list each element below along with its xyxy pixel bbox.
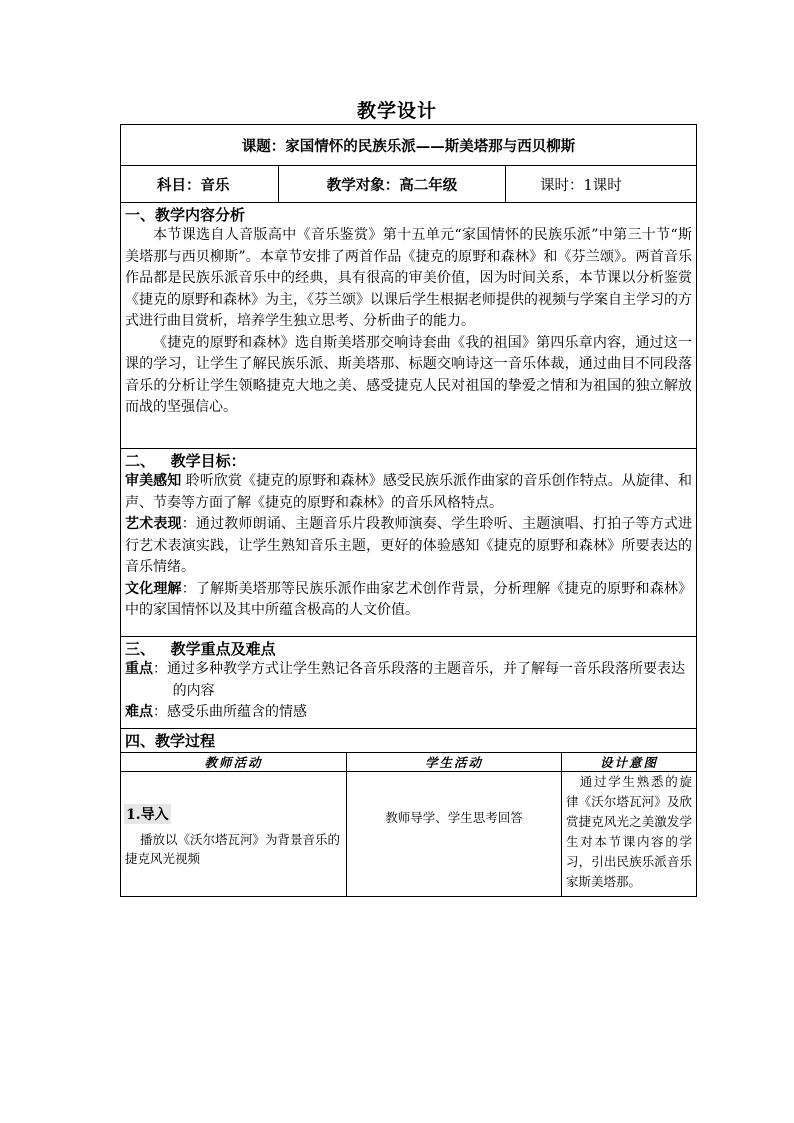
info-row <box>121 166 697 203</box>
process-heading: 四、教学过程 <box>121 728 697 752</box>
difficulty <box>125 702 692 724</box>
step-teacher-text: 播放以《沃尔塔瓦河》为背景音乐的捷克风光视频 <box>125 831 341 866</box>
objective-aesthetic <box>125 471 692 514</box>
col-intent-header: 设计意图 <box>562 752 697 771</box>
hours-cell: 课时：1课时 <box>506 166 697 203</box>
design-intent-cell: 通过学生熟悉的旋律《沃尔塔瓦河》及欣赏捷克风光之美激发学生对本节课内容的学习，引出民族乐派音乐家斯美塔那。 <box>562 771 697 896</box>
document-title: 教学设计 <box>356 100 437 122</box>
section-heading: 三、 教学重点及难点 <box>125 640 276 658</box>
objective-culture <box>125 579 692 622</box>
section-heading: 一、教学内容分析 <box>125 206 246 224</box>
subject-cell: 科目：音乐 <box>121 166 279 203</box>
audience-cell: 教学对象：高二年级 <box>279 166 506 203</box>
col-teacher-header: 教师活动 <box>121 752 347 771</box>
objectives-section <box>121 449 697 637</box>
objective-text: 聆听欣赏《捷克的原野和森林》感受民族乐派作曲家的音乐创作特点。从旋律、和声、节奏等方面了解《捷克的原野和森林》的音乐风格特点。 <box>125 473 693 511</box>
teacher-activity-cell <box>121 771 347 896</box>
key-points-section <box>121 637 697 729</box>
key-text: ：通过多种教学方式让学生熟记各音乐段落的主题音乐，并了解每一音乐段落所要表达的内容 <box>153 661 685 699</box>
objective-label: 审美感知 <box>125 473 182 489</box>
process-header-row <box>121 752 697 771</box>
objective-art <box>125 514 692 579</box>
key-point <box>125 659 692 702</box>
step-title: 1.导入 <box>124 804 171 824</box>
paragraph: 《捷克的原野和森林》选自斯美塔那交响诗套曲《我的祖国》第四乐章内容，通过这一课的学习，让学生了解民族乐派、斯美塔那、标题交响诗这一音乐体裁，通过曲目不同段落音乐的分析让学生领略捷克大地之美、感受捷克人民对祖国的挚爱之情和为祖国的独立解放而战的坚强信心。 <box>125 334 693 415</box>
col-student-header: 学生活动 <box>347 752 562 771</box>
content-analysis-section <box>121 203 697 449</box>
section-heading: 二、 教学目标： <box>125 452 246 470</box>
process-row <box>121 771 697 896</box>
objective-text: ：通过教师朗诵、主题音乐片段教师演奏、学生聆听、主题演唱、打拍子等方式进行艺术表演实践，让学生熟知音乐主题，更好的体验感知《捷克的原野和森林》所要表达的音乐情绪。 <box>125 516 693 575</box>
student-activity-cell: 教师导学、学生思考回答 <box>347 771 562 896</box>
lesson-plan-table <box>120 124 697 897</box>
objective-label: 艺术表现 <box>125 516 182 532</box>
course-topic: 课题：家国情怀的民族乐派——斯美塔那与西贝柳斯 <box>121 125 697 166</box>
objective-text: ：了解斯美塔那等民族乐派作曲家艺术创作背景，分析理解《捷克的原野和森林》中的家国情怀以及其中所蕴含极高的人文价值。 <box>125 580 693 618</box>
difficulty-text: ：感受乐曲所蕴含的情感 <box>153 704 307 720</box>
objective-label: 文化理解 <box>125 580 182 597</box>
key-label: 重点 <box>125 661 153 677</box>
paragraph: 本节课选自人音版高中《音乐鉴赏》第十五单元“家国情怀的民族乐派”中第三十节“斯美塔那与西贝柳斯”。本章节安排了两首作品《捷克的原野和森林》和《芬兰颂》。两首音乐作品都是民族乐派音乐中的经典，具有很高的审美价值，因为时间关系，本节课以分析鉴赏《捷克的原野和森林》为主，《芬兰颂》以课后学生根据老师提供的视频与学案自主学习的方式进行曲目赏析，培养学生独立思考、分析曲子的能力。 <box>125 227 693 329</box>
difficulty-label: 难点 <box>125 704 153 720</box>
